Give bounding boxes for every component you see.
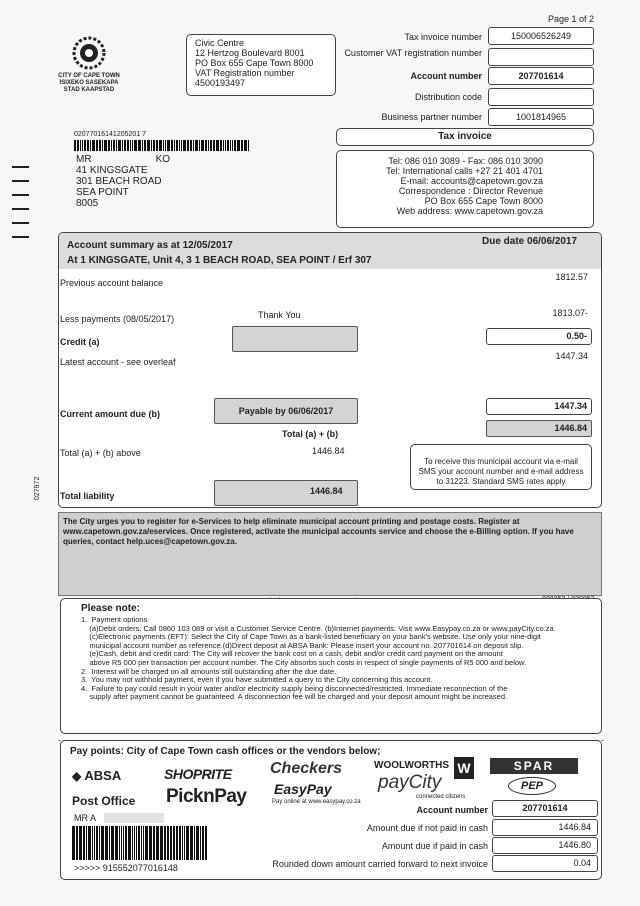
barcode-bar	[202, 826, 204, 860]
barcode-bar	[164, 826, 166, 860]
barcode-bar	[134, 826, 135, 860]
barcode-bar	[179, 826, 181, 860]
business-partner-label: Business partner number	[381, 112, 482, 122]
credit-label: Credit (a)	[60, 337, 100, 347]
barcode-bar	[227, 140, 229, 151]
contact-line: Tel: International calls +27 21 401 4701	[386, 166, 543, 176]
barcode-bar	[176, 826, 178, 860]
due-date: Due date 06/06/2017	[482, 236, 578, 247]
recipient-address-line: SEA POINT	[76, 187, 129, 198]
barcode-bar	[193, 140, 194, 151]
logo-line-2: ISIXEKO SASEKAPA	[59, 80, 119, 86]
barcode-bar	[147, 140, 150, 151]
barcode-bar	[72, 826, 75, 860]
barcode-bar	[102, 140, 103, 151]
barcode-bar	[248, 140, 249, 151]
barcode-bar	[199, 140, 200, 151]
barcode-bar	[128, 826, 131, 860]
total-ab-box: 1446.84	[486, 420, 592, 437]
barcode-bar	[142, 140, 143, 151]
note-line: 1. Payment options	[81, 615, 148, 624]
barcode-bar	[179, 140, 180, 151]
barcode-bar	[190, 826, 193, 860]
contact-line: E-mail: accounts@capetown.gov.za	[400, 176, 543, 186]
barcode-bar	[118, 140, 121, 151]
address-line: 4500193497	[195, 78, 246, 88]
barcode-bar	[96, 140, 98, 151]
recipient-name: KO	[155, 154, 171, 165]
barcode-bar	[153, 826, 155, 860]
barcode-bar	[237, 140, 240, 151]
barcode-bar	[83, 826, 85, 860]
civic-address-box	[186, 34, 336, 96]
easypay-logo: EasyPay	[274, 781, 332, 797]
barcode-bar	[105, 826, 108, 860]
customer-vat-label: Customer VAT registration number	[344, 48, 482, 58]
shoprite-logo: SHOPRITE	[164, 766, 232, 782]
barcode-bar	[104, 140, 107, 151]
barcode-bar	[184, 826, 185, 860]
payments-value: 1813.07-	[552, 308, 588, 318]
city-seal-icon	[72, 36, 106, 70]
woolworths-w-logo: W	[454, 757, 474, 779]
barcode-bar	[115, 826, 118, 860]
logo-line-1: CITY OF CAPE TOWN	[58, 73, 120, 79]
pep-logo: PEP	[508, 777, 556, 795]
barcode-bar	[244, 140, 247, 151]
barcode-bar	[76, 826, 78, 860]
previous-balance-label: Previous account balance	[60, 278, 164, 288]
barcode-bar	[109, 826, 110, 860]
please-note-box	[60, 598, 602, 734]
absa-logo: ◆ ABSA	[72, 768, 122, 783]
contact-box	[336, 150, 594, 228]
account-number-label: Account number	[410, 71, 482, 81]
current-amount-value: 1447.34	[486, 398, 592, 415]
payments-label: Less payments (08/05/2017)	[60, 314, 175, 324]
barcode-bar	[113, 140, 115, 151]
note-line: (a)Debit orders: Call 0860 103 089 or visit a Customer Service Centre. (b)Internet payments: Visit www.Easypay.co.za or www.payCity.co.za.	[81, 623, 556, 633]
recipient-address-line: 41 KINGSGATE	[76, 165, 148, 176]
thank-you-text: Thank You	[258, 310, 301, 320]
barcode-bar	[232, 140, 233, 151]
barcode-bar	[167, 826, 169, 860]
barcode-bar	[122, 140, 123, 151]
barcode-bar	[163, 140, 164, 151]
barcode-bar	[241, 140, 243, 151]
total-liability-value: 1446.84	[310, 486, 343, 496]
postal-barcode	[74, 140, 254, 151]
easypay-subtitle: Pay online at www.easypay.co.za	[272, 799, 361, 805]
barcode-bar	[170, 826, 172, 860]
barcode-bar	[151, 140, 152, 151]
note-line: 3. You may not withhold payment, even if you have submitted a query to the City concerning this account.	[81, 675, 433, 685]
amount-due-cash-value: 1446.80	[492, 837, 598, 854]
payslip-account-value: 207701614	[492, 800, 598, 817]
side-reference-number: 027972	[34, 476, 41, 500]
barcode-bar	[225, 140, 226, 151]
distribution-code-label: Distribution code	[414, 92, 482, 102]
barcode-bar	[119, 826, 120, 860]
tax-invoice-number-label: Tax invoice number	[404, 32, 482, 42]
barcode-bar	[153, 140, 155, 151]
barcode-bar	[220, 140, 222, 151]
barcode-bar	[108, 140, 110, 151]
barcode-bar	[138, 140, 141, 151]
woolworths-logo: WOOLWORTHS	[374, 760, 449, 771]
contact-line: Correspondence : Director Revenue	[398, 186, 543, 196]
barcode-bar	[138, 826, 140, 860]
paycity-subtitle: connected citizens	[416, 794, 466, 800]
barcode-bar	[90, 140, 91, 151]
barcode-bar	[196, 826, 199, 860]
barcode-bar	[132, 140, 133, 151]
rounded-amount-label: Rounded down amount carried forward to next invoice	[272, 859, 488, 869]
barcode-bar	[156, 826, 159, 860]
barcode-bar	[123, 826, 124, 860]
total-ab-heading: Total (a) + (b)	[282, 429, 339, 439]
barcode-bar	[136, 826, 137, 860]
barcode-bar	[234, 140, 236, 151]
barcode-bar	[210, 140, 212, 151]
contact-line: PO Box 655 Cape Town 8000	[424, 196, 543, 206]
barcode-bar	[143, 826, 144, 860]
payable-by-box: Payable by 06/06/2017	[214, 398, 358, 424]
paycity-logo: payCity	[378, 772, 442, 793]
current-amount-label: Current amount due (b)	[60, 409, 160, 419]
post-office-logo: Post Office	[72, 794, 136, 808]
rounded-amount-value: 0.04	[492, 855, 598, 872]
picknpay-logo: PicknPay	[166, 786, 247, 807]
barcode-bar	[124, 140, 126, 151]
payslip-barcode-number: >>>>> 915552077016148	[74, 863, 178, 873]
logo-line-3: STAD KAAPSTAD	[63, 87, 115, 93]
barcode-bar	[99, 140, 101, 151]
recipient-address-line: 8005	[76, 198, 99, 209]
redacted-name	[104, 813, 164, 823]
barcode-bar	[145, 826, 148, 860]
barcode-bar	[176, 140, 178, 151]
barcode-bar	[182, 826, 183, 860]
note-line: (c)Electronic payments (EFT): Select the City of Cape Town as a bank-listed beneficiary on your bank's website. Use only your nine-digit	[81, 632, 541, 642]
barcode-bar	[195, 140, 198, 151]
barcode-bar	[94, 826, 95, 860]
barcode-bar	[230, 140, 231, 151]
barcode-bar	[205, 140, 207, 151]
barcode-bar	[200, 826, 201, 860]
barcode-bar	[186, 826, 189, 860]
credit-value: 0.50-	[486, 328, 592, 345]
checkers-logo: Checkers	[270, 760, 343, 777]
barcode-bar	[87, 140, 89, 151]
barcode-bar	[190, 140, 192, 151]
barcode-bar	[84, 140, 86, 151]
barcode-bar	[111, 826, 114, 860]
summary-heading: Account summary as at 12/05/2017	[67, 240, 233, 251]
barcode-bar	[223, 140, 224, 151]
latest-account-label: Latest account - see overleaf	[60, 357, 176, 367]
amount-due-not-cash-label: Amount due if not paid in cash	[366, 823, 488, 833]
barcode-bar	[144, 140, 146, 151]
barcode-bar	[79, 826, 82, 860]
barcode-bar	[173, 826, 175, 860]
barcode-bar	[80, 140, 81, 151]
barcode-bar	[156, 140, 158, 151]
payslip-barcode	[72, 826, 208, 860]
amount-due-cash-label: Amount due if paid in cash	[381, 841, 488, 851]
page-number: Page 1 of 2	[548, 14, 595, 24]
barcode-bar	[208, 140, 209, 151]
property-location: At 1 KINGSGATE, Unit 4, 3 1 BEACH ROAD, SEA POINT / Erf 307	[67, 255, 372, 266]
eservices-notice: The City urges you to register for e-Services to help eliminate municipal account printing and postage costs. Register at www.capetown.gov.za/eservices. Once registered, activate the municipal accounts service and choose the e-Billing option. If you have queries, contact help.uces@capetown.gov.za.	[58, 512, 602, 596]
spar-logo: SPAR	[490, 758, 578, 774]
barcode-bar	[141, 826, 142, 860]
address-line: Civic Centre	[195, 38, 245, 48]
sms-info-box: To receive this municipal account via e-mail SMS your account number and e-mail address to 31223. Standard SMS rates apply	[410, 444, 592, 490]
customer-vat-value	[488, 48, 594, 66]
barcode-bar	[92, 140, 95, 151]
barcode-bar	[181, 140, 182, 151]
barcode-bar	[165, 140, 166, 151]
address-line: PO Box 655 Cape Town 8000	[195, 58, 314, 68]
barcode-bar	[116, 140, 117, 151]
barcode-bar	[130, 140, 131, 151]
barcode-bar	[216, 140, 219, 151]
recipient-title: MR	[76, 154, 92, 165]
barcode-bar	[174, 140, 175, 151]
barcode-bar	[101, 826, 104, 860]
barcode-bar	[149, 826, 152, 860]
note-line: 4. Failure to pay could result in your water and/or electricity supply being disconnected/restricted. Immediate reconnection of the	[81, 683, 508, 693]
tax-invoice-title: Tax invoice	[336, 128, 594, 146]
barcode-bar	[88, 826, 91, 860]
note-line: 2. Interest will be charged on all amounts still outstanding after the due date.	[81, 666, 337, 676]
barcode-bar	[77, 140, 79, 151]
pay-points-heading: Pay points: City of Cape Town cash offices or the vendors below;	[70, 746, 381, 757]
note-line: above R5 000 per transaction per account number. The City absorbs such costs in respect of single payments of R5 000 and below.	[81, 657, 527, 667]
barcode-bar	[194, 826, 195, 860]
amount-due-not-cash-value: 1446.84	[492, 819, 598, 836]
barcode-bar	[187, 140, 189, 151]
barcode-bar	[160, 826, 163, 860]
note-line: supply after payment cannot be guaranteed. A disconnection fee will be charged and your deposit amount might be increased.	[81, 692, 508, 702]
barcode-bar	[183, 140, 186, 151]
note-line: (e)Cash, debit and credit card: The City will recover the bank cost on a cash, debit and/or credit card payment on the amount	[81, 649, 503, 659]
recipient-block	[76, 154, 170, 209]
recipient-address-line: 301 BEACH ROAD	[76, 176, 162, 187]
barcode-bar	[111, 140, 112, 151]
city-logo	[56, 36, 122, 94]
barcode-bar	[205, 826, 207, 860]
barcode-bar	[132, 826, 133, 860]
note-line: municipal account number as reference.(d)Direct deposit at ABSA Bank: Please insert your account no. 207701614 on deposit slip.	[81, 640, 524, 650]
latest-account-value: 1447.34	[555, 351, 588, 361]
contact-line: Tel: 086 010 3089 - Fax: 086 010 3090	[388, 156, 543, 166]
barcode-bar	[213, 140, 215, 151]
barcode-bar	[74, 140, 76, 151]
tax-invoice-number-value: 150006526249	[488, 27, 594, 45]
barcode-bar	[121, 826, 122, 860]
account-number-value: 207701614	[488, 67, 594, 85]
barcode-bar	[86, 826, 87, 860]
barcode-bar	[167, 140, 170, 151]
payslip-account-label: Account number	[416, 805, 488, 815]
barcode-bar	[201, 140, 204, 151]
distribution-code-value	[488, 88, 594, 106]
barcode-bar	[82, 140, 83, 151]
barcode-bar	[127, 140, 129, 151]
previous-balance-value: 1812.57	[555, 272, 588, 282]
barcode-bar	[99, 826, 100, 860]
barcode-bar	[171, 140, 173, 151]
barcode-bar	[134, 140, 137, 151]
payslip-mr: MR A	[74, 813, 97, 823]
address-line: 12 Hertzog Boulevard 8001	[195, 48, 305, 58]
business-partner-value: 1001814965	[488, 108, 594, 126]
barcode-bar	[96, 826, 98, 860]
barcode-bar	[159, 140, 162, 151]
postal-barcode-number: 02077016141205201 7	[74, 131, 147, 138]
barcode-bar	[125, 826, 127, 860]
barcode-bar	[92, 826, 93, 860]
credit-grey-box	[232, 326, 358, 352]
contact-line: Web address: www.capetown.gov.za	[396, 206, 543, 216]
total-liability-label: Total liability	[60, 491, 115, 501]
please-note-title: Please note:	[81, 603, 140, 614]
total-ab-label: Total (a) + (b) above	[60, 448, 141, 458]
total-ab-value: 1446.84	[312, 446, 345, 456]
address-line: VAT Registration number	[195, 68, 295, 78]
fold-marks	[12, 166, 29, 238]
